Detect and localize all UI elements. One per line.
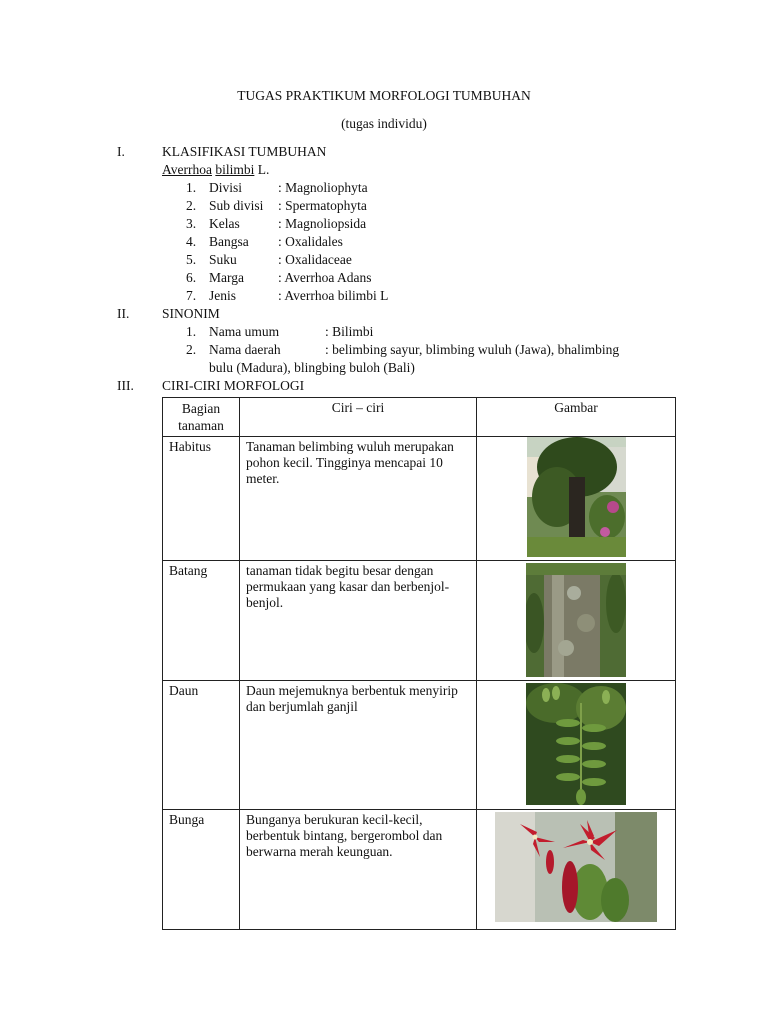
item-value: : Magnoliophyta [278,180,368,195]
section-1-numeral: I. [117,144,125,159]
item-label: Nama daerah [209,342,281,357]
header-image: Gambar [477,398,676,437]
item-label: Nama umum [209,324,280,339]
row-description: tanaman tidak begitu besar dengan permukaan yang kasar dan berbenjol-benjol. [240,561,477,681]
row-description: Daun mejemuknya berbentuk menyirip dan berjumlah ganjil [240,681,477,810]
item-number: 2. [186,198,197,213]
row-description: Tanaman belimbing wuluh merupakan pohon kecil. Tingginya mencapai 10 meter. [240,437,477,561]
item-label: Marga [209,270,244,285]
row-description: Bunganya berukuran kecil-kecil, berbentuk bintang, bergerombol dan berwarna merah keunguan. [240,810,477,930]
species-author: L. [257,162,270,177]
item-number: 1. [186,324,197,339]
document-title: TUGAS PRAKTIKUM MORFOLOGI TUMBUHAN [237,88,531,103]
item-number: 2. [186,342,197,357]
leaf-photo [526,683,626,805]
item-number: 6. [186,270,197,285]
header-part: Bagian tanaman [163,398,240,437]
item-value: : Oxalidales [278,234,343,249]
table-row [163,561,676,681]
item-value: : belimbing sayur, blimbing wuluh (Jawa), bhalimbing [325,342,620,357]
trunk-photo [526,563,626,677]
table-row [163,437,676,561]
table-row [163,810,676,930]
item-label: Suku [209,252,237,267]
section-3-numeral: III. [117,378,134,393]
row-image-cell [477,681,676,810]
row-part: Daun [163,681,240,810]
species-genus: Averrhoa [162,162,212,177]
item-label: Bangsa [209,234,249,249]
item-number: 3. [186,216,197,231]
tree-photo [527,437,626,557]
item-value: : Bilimbi [325,324,374,339]
section-3-heading: CIRI-CIRI MORFOLOGI [162,378,305,393]
species-epithet: bilimbi [215,162,255,177]
item-label: Divisi [209,180,243,195]
row-part: Bunga [163,810,240,930]
row-part: Batang [163,561,240,681]
row-image-cell [477,810,676,930]
item-label: Kelas [209,216,240,231]
morphology-table [162,397,676,930]
row-image-cell [477,437,676,561]
row-image-cell [477,561,676,681]
row-part: Habitus [163,437,240,561]
header-characteristics: Ciri – ciri [240,398,477,437]
item-value: : Averrhoa Adans [278,270,372,285]
section-1-heading: KLASIFIKASI TUMBUHAN [162,144,327,159]
flower-photo [495,812,657,922]
item-value: : Oxalidaceae [278,252,352,267]
item-label: Jenis [209,288,236,303]
species-name [162,161,269,179]
item-value: : Magnoliopsida [278,216,367,231]
table-row [163,681,676,810]
item-number: 7. [186,288,197,303]
document-subtitle: (tugas individu) [341,116,427,131]
item-number: 4. [186,234,197,249]
item-value: : Averrhoa bilimbi L [278,288,389,303]
section-2-heading: SINONIM [162,306,220,321]
item-number: 1. [186,180,197,195]
item-label: Sub divisi [209,198,264,213]
table-header-row [163,398,676,437]
item-number: 5. [186,252,197,267]
item-value-continued: bulu (Madura), blingbing buloh (Bali) [209,360,415,375]
section-2-numeral: II. [117,306,130,321]
item-value: : Spermatophyta [278,198,367,213]
